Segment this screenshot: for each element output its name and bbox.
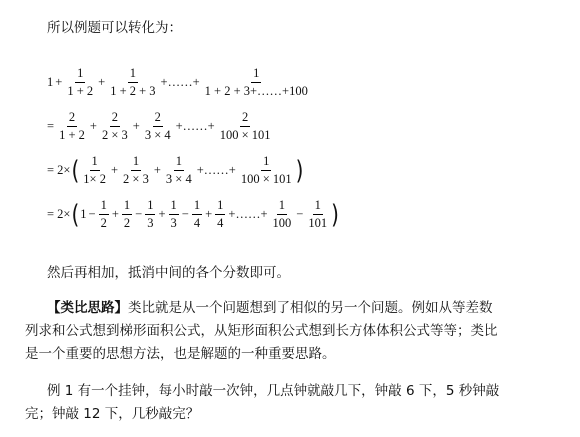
eq4-fraction-2: $\frac{1}{2}$	[123, 198, 131, 230]
eq4-fraction-4: $\frac{1}{3}$	[170, 198, 177, 230]
plus-sign: +	[205, 206, 213, 221]
minus-sign: −	[135, 206, 143, 221]
eq1-fraction-2: $\frac{1}{1 + 2 + 3}$	[110, 66, 156, 98]
after-text: 然后再相加，抵消中间的各个分数即可。	[47, 265, 290, 281]
plus-sign: +	[158, 206, 166, 221]
analogy-line-3: 是一个重要的思想方法，也是解题的一种重要思路。	[25, 346, 336, 362]
analogy-line-1: 类比就是从一个问题想到了相似的另一个问题。例如从等差数	[128, 300, 493, 316]
example-line-2: 完；钟敲 12 下，几秒敲完？	[25, 406, 200, 422]
eq3-fraction-1: $\frac{1}{1\times 2}$	[83, 154, 106, 186]
eq3-fraction-3: $\frac{1}{3 \times 4}$	[165, 154, 192, 186]
eq4-fraction-7: $\frac{1}{100}$	[272, 198, 292, 230]
minus-sign: −	[296, 206, 304, 221]
eq2-fraction-4: $\frac{2}{100 \times 101}$	[219, 110, 271, 142]
plus-sign: +	[89, 118, 97, 133]
equation-2	[46, 106, 275, 146]
equation-4	[46, 194, 339, 234]
eq4-fraction-5: $\frac{1}{4}$	[193, 198, 201, 230]
eq1-fraction-3: $\frac{1}{1 + 2 + 3+\dots\dots+100}$	[204, 66, 308, 98]
analogy-line-2: 列求和公式想到梯形面积公式，从矩形面积公式想到长方体体积公式等等；类比	[25, 323, 498, 339]
eq3-fraction-4: $\frac{1}{100 \times 101}$	[240, 154, 292, 186]
plus-sign: +	[132, 118, 140, 133]
eq1-ellipsis: +……+	[160, 74, 200, 89]
eq4-fraction-3: $\frac{1}{3}$	[147, 198, 154, 230]
eq4-fraction-6: $\frac{1}{4}$	[217, 198, 224, 230]
minus-sign: −	[181, 206, 189, 221]
open-paren: (	[71, 198, 80, 230]
eq2-ellipsis: +……+	[175, 118, 215, 133]
eq4-lead: 1	[80, 206, 87, 221]
eq4-fraction-8: $\frac{1}{101}$	[308, 198, 328, 230]
analogy-title: 【类比思路】	[47, 300, 128, 316]
eq3-fraction-2: $\frac{1}{2 \times 3}$	[123, 154, 149, 186]
eq4-ellipsis: +……+	[228, 206, 268, 221]
eq3-prefix: = 2×	[47, 162, 71, 177]
open-paren: (	[71, 154, 80, 186]
plus-sign: +	[110, 162, 119, 177]
plus-sign: +	[153, 162, 161, 177]
close-paren: )	[331, 198, 339, 230]
equation-3	[46, 150, 303, 190]
plus-sign: +	[55, 74, 63, 89]
intro-text: 所以例题可以转化为：	[47, 20, 182, 36]
eq3-ellipsis: +……+	[196, 162, 236, 177]
analogy-paragraph	[25, 297, 575, 366]
eq1-fraction-1: $\frac{1}{1 + 2}$	[67, 66, 94, 98]
example-line-1: 例 1 有一个挂钟，每小时敲一次钟，几点钟就敲几下，钟敲 6 下，5 秒钟敲	[47, 383, 500, 399]
plus-sign: +	[111, 206, 119, 221]
minus-sign: −	[88, 206, 96, 221]
eq2-fraction-3: $\frac{2}{3 \times 4}$	[144, 110, 171, 142]
eq4-fraction-1: $\frac{1}{2}$	[100, 198, 107, 230]
plus-sign: +	[98, 74, 106, 89]
eq2-fraction-1: $\frac{2}{1 + 2}$	[59, 110, 85, 142]
equation-1	[46, 62, 312, 102]
eq2-fraction-2: $\frac{2}{2 \times 3}$	[101, 110, 128, 142]
eq1-lead: 1	[47, 74, 54, 89]
equals-sign: =	[47, 118, 55, 133]
example-paragraph	[25, 380, 575, 426]
close-paren: )	[295, 154, 304, 186]
eq4-prefix: = 2×	[47, 206, 71, 221]
